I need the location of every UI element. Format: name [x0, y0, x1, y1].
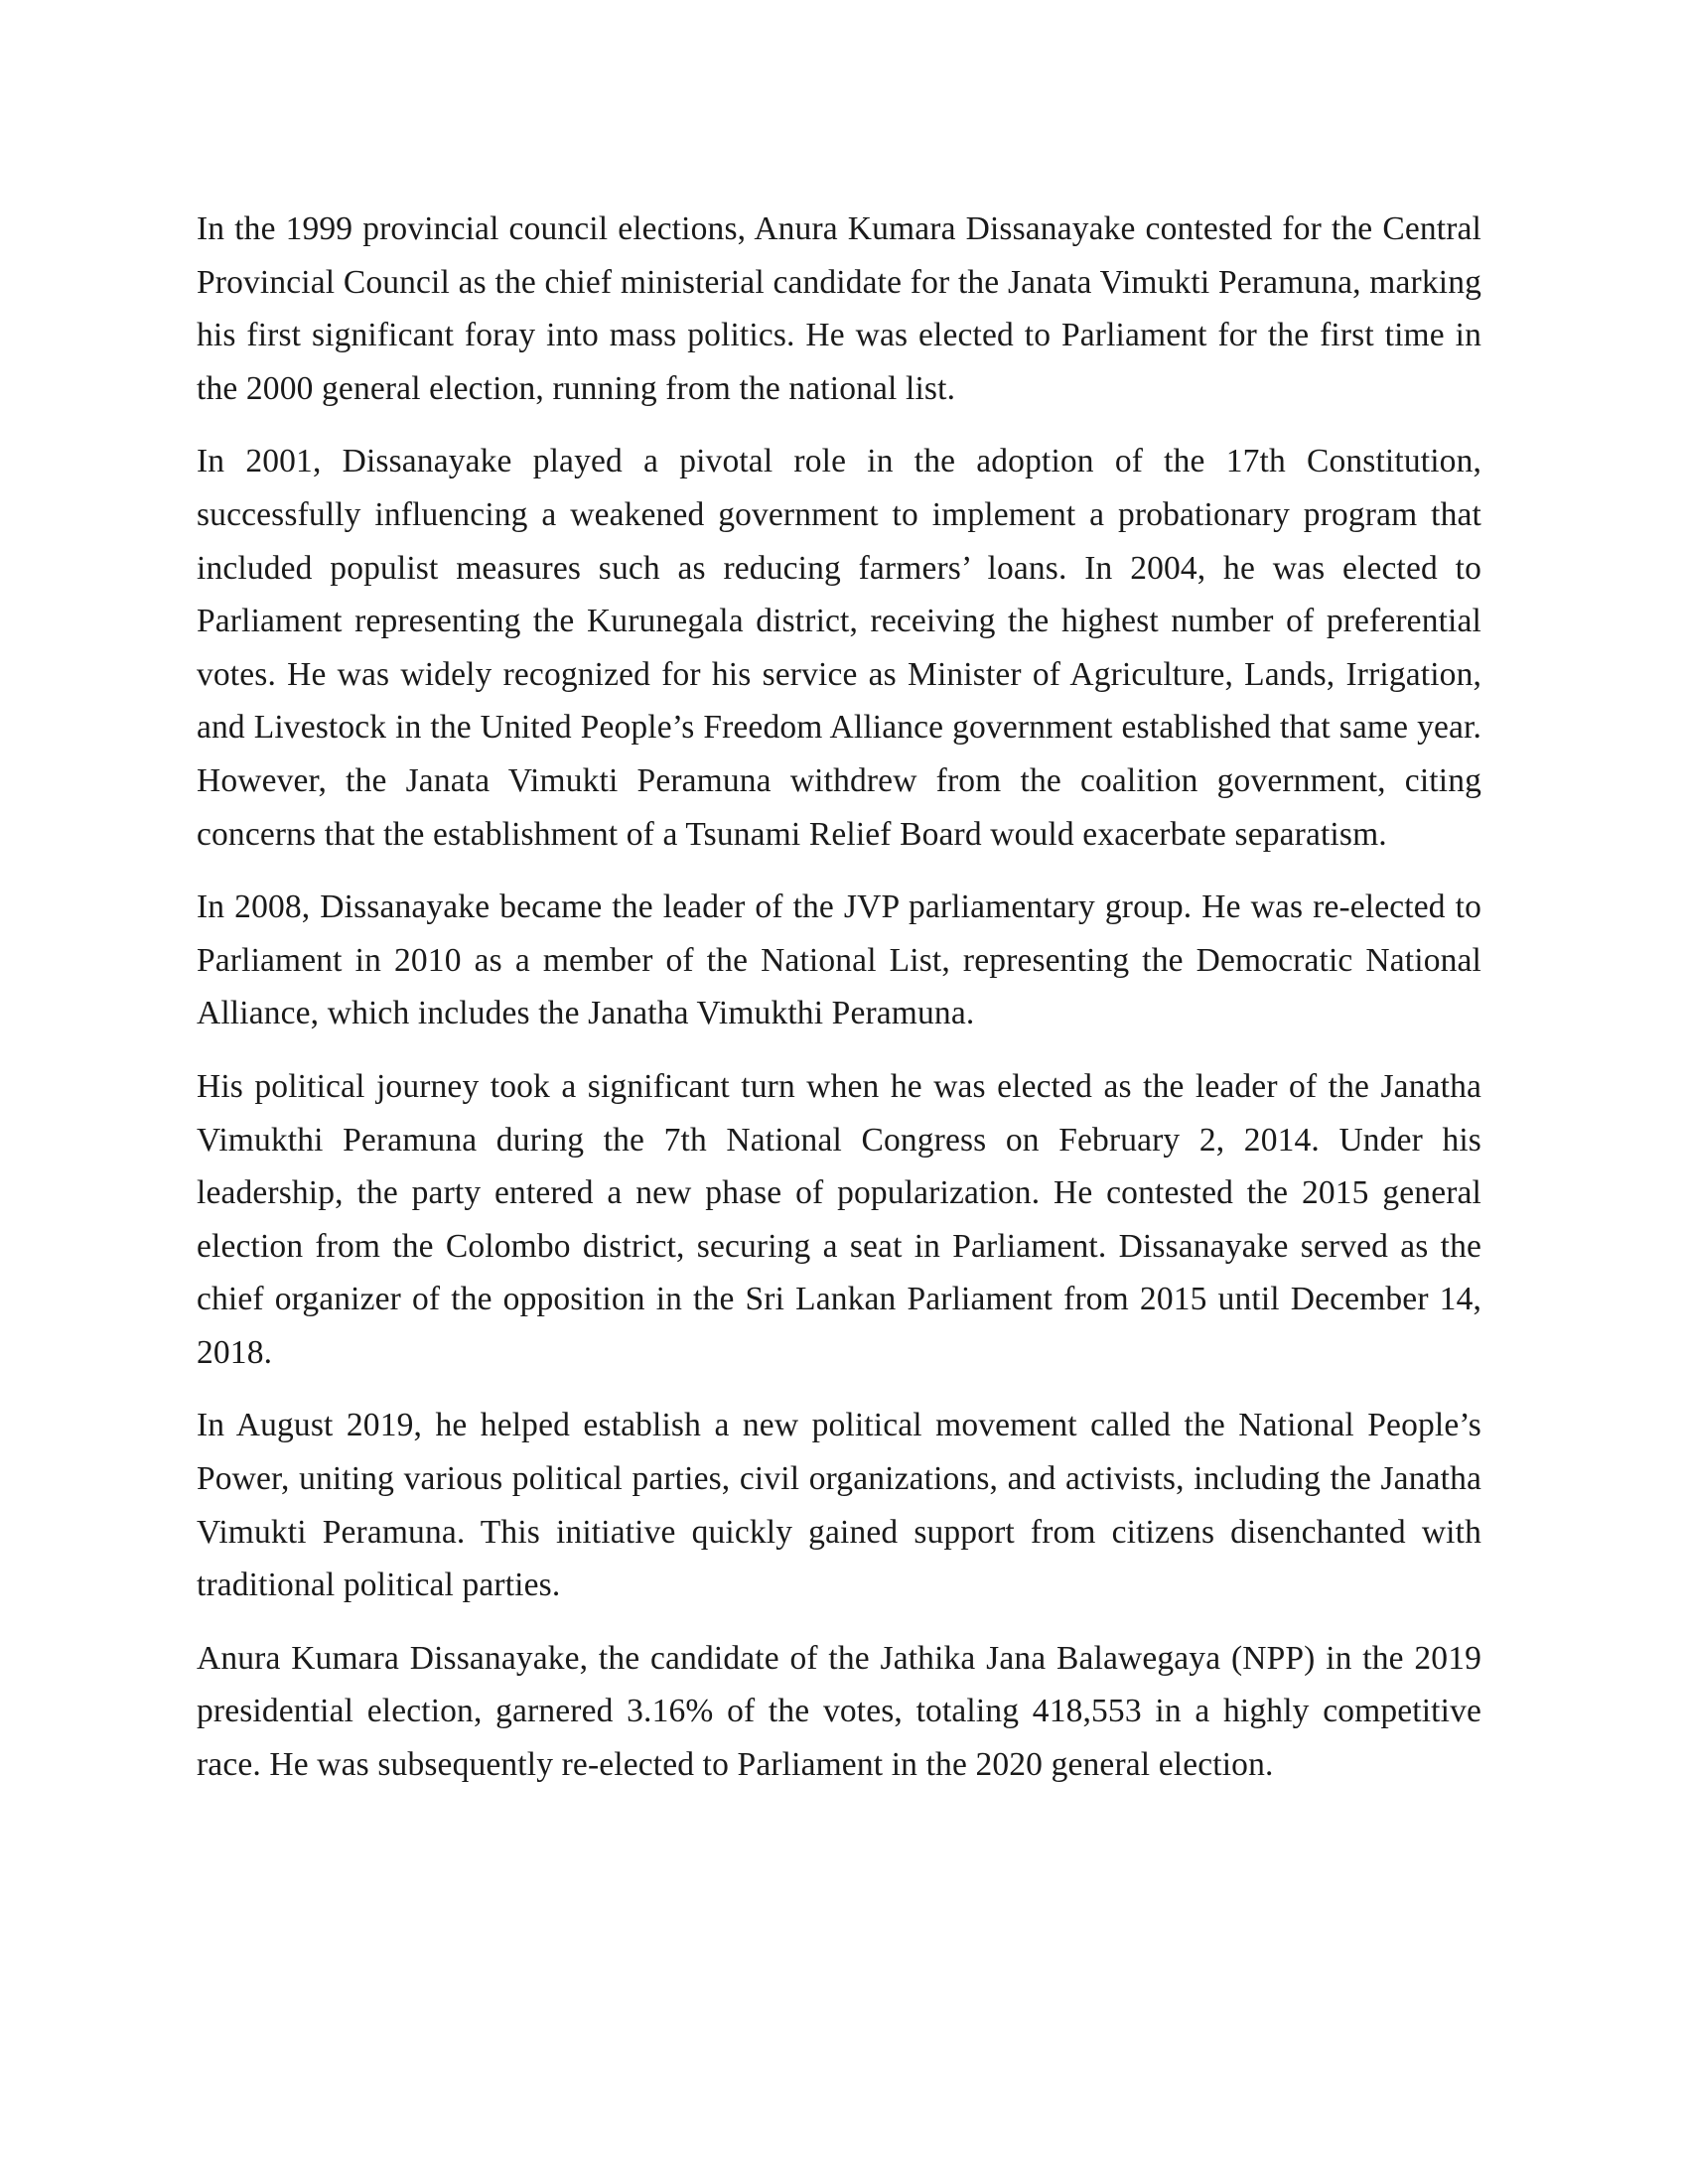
paragraph-2008-jvp-leader: In 2008, Dissanayake became the leader of the JVP parliamentary group. He was re-elected to Parliament in 2010 as a member of the National List, representing the Democratic National Alliance, which includes the Janatha Vimukthi Peramuna. — [197, 888, 1481, 1032]
paragraph-2019-presidential-election: Anura Kumara Dissanayake, the candidate of the Jathika Jana Balawegaya (NPP) in the 2019 presidential election, garnered 3.16% of the votes, totaling 418,553 in a highly competitive race. He was subsequently re-elected to Parliament in the 2020 general election. — [197, 1639, 1481, 1784]
paragraph-2019-npp-founding: In August 2019, he helped establish a new political movement called the National People’s Power, uniting various political parties, civil organizations, and activists, including the Janatha Vimukti Peramuna. This initiative quickly gained support from citizens disenchanted with traditional political parties. — [197, 1407, 1481, 1604]
paragraph-2014-party-leadership: His political journey took a significant turn when he was elected as the leader of the Janatha Vimukthi Peramuna during the 7th National Congress on February 2, 2014. Under his leadership, the party entered a new phase of popularization. He contested the 2015 general election from the Colombo district, securing a seat in Parliament. Dissanayake served as the chief organizer of the opposition in the Sri Lankan Parliament from 2015 until December 14, 2018. — [197, 1067, 1481, 1371]
paragraph-2001-2004-parliament: In 2001, Dissanayake played a pivotal role in the adoption of the 17th Constitution, successfully influencing a weakened government to implement a probationary program that included populist measures such as reducing farmers’ loans. In 2004, he was elected to Parliament representing the Kurunegala district, receiving the highest number of preferential votes. He was widely recognized for his service as Minister of Agriculture, Lands, Irrigation, and Livestock in the United People’s Freedom Alliance government established that same year. However, the Janata Vimukti Peramuna withdrew from the coalition government, citing concerns that the establishment of a Tsunami Relief Board would exacerbate separatism. — [197, 443, 1481, 853]
paragraph-1999-provincial-elections: In the 1999 provincial council elections, Anura Kumara Dissanayake contested for the Central Provincial Council as the chief ministerial candidate for the Janata Vimukti Peramuna, marking his first significant foray into mass politics. He was elected to Parliament for the first time in the 2000 general election, running from the national list. — [197, 210, 1481, 407]
document-body — [197, 203, 1481, 1812]
